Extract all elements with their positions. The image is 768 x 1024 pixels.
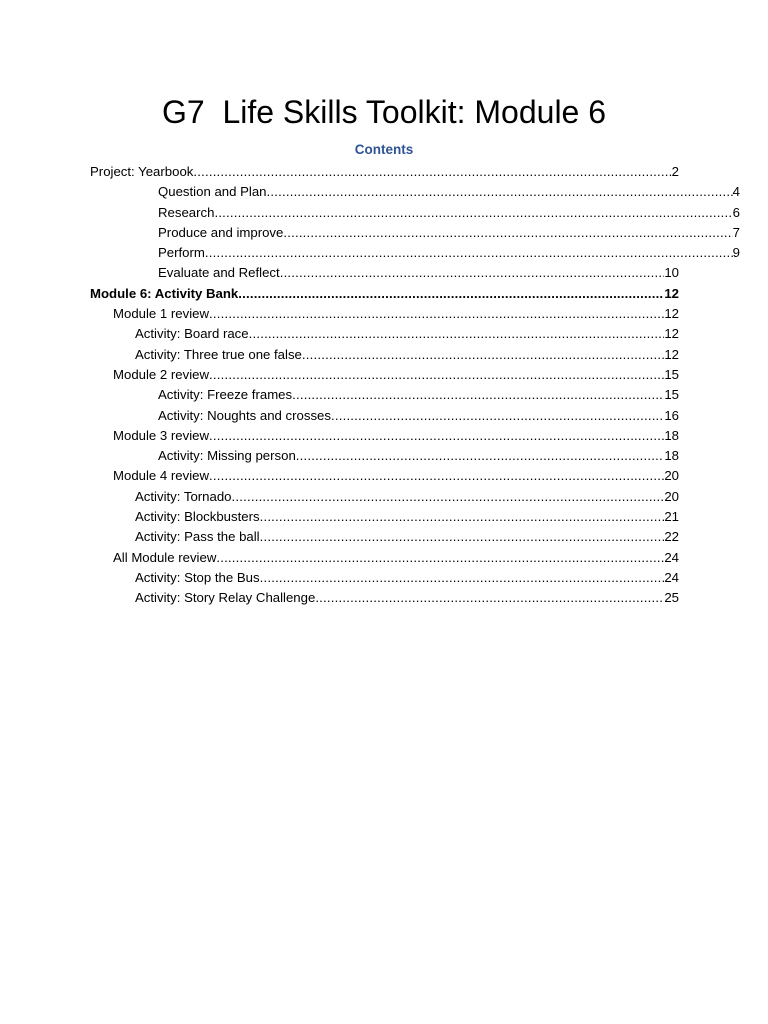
- toc-page-number: 25: [664, 590, 679, 606]
- toc-entry-perform[interactable]: [90, 243, 740, 263]
- toc-entry-label: Activity: Stop the Bus: [135, 569, 260, 585]
- toc-page-number: 20: [664, 488, 679, 504]
- toc-entry-all-module-review[interactable]: [90, 548, 679, 568]
- toc-entry-evaluate-and-reflect[interactable]: [90, 263, 679, 283]
- toc-entry-label: Research: [158, 204, 215, 220]
- table-of-contents: [90, 162, 740, 609]
- toc-entry-label: Activity: Pass the ball: [135, 529, 260, 545]
- toc-dot-leader: [209, 426, 664, 446]
- toc-entry-pass-the-ball[interactable]: [90, 527, 679, 547]
- toc-page-number: 6: [732, 204, 740, 220]
- toc-page-number: 18: [664, 448, 679, 464]
- toc-entry-label: Module 2 review: [113, 366, 210, 382]
- toc-entry-label: Project: Yearbook: [90, 164, 194, 179]
- toc-page-number: 21: [664, 509, 679, 525]
- toc-page-number: 12: [664, 346, 679, 362]
- toc-entry-three-true-one-false[interactable]: [90, 345, 679, 365]
- toc-entry-question-and-plan[interactable]: [90, 182, 740, 202]
- toc-page-number: 18: [664, 427, 679, 443]
- toc-entry-label: Module 1 review: [113, 306, 210, 322]
- toc-dot-leader: [205, 243, 733, 263]
- toc-page-number: 24: [664, 549, 679, 565]
- toc-dot-leader: [292, 385, 664, 405]
- toc-entry-blockbusters[interactable]: [90, 507, 679, 527]
- toc-dot-leader: [283, 223, 732, 243]
- toc-page-number: 10: [664, 265, 679, 281]
- toc-dot-leader: [193, 162, 671, 182]
- toc-entry-produce-and-improve[interactable]: [90, 223, 740, 243]
- toc-dot-leader: [260, 527, 665, 547]
- toc-dot-leader: [280, 263, 665, 283]
- toc-entry-label: Produce and improve: [158, 224, 284, 240]
- toc-entry-label: Activity: Noughts and crosses: [158, 407, 331, 423]
- toc-entry-label: Activity: Story Relay Challenge: [135, 590, 316, 606]
- toc-entry-research[interactable]: [90, 203, 740, 223]
- toc-entry-freeze-frames[interactable]: [90, 385, 679, 405]
- toc-dot-leader: [260, 568, 665, 588]
- toc-entry-module-2-review[interactable]: [90, 365, 679, 385]
- toc-entry-label: Activity: Freeze frames: [158, 387, 293, 403]
- toc-entry-label: Question and Plan: [158, 184, 267, 200]
- toc-entry-module-4-review[interactable]: [90, 466, 679, 486]
- toc-entry-label: All Module review: [113, 549, 217, 565]
- toc-dot-leader: [209, 365, 664, 385]
- toc-entry-module-1-review[interactable]: [90, 304, 679, 324]
- toc-page-number: 15: [664, 366, 679, 382]
- toc-dot-leader: [331, 406, 664, 426]
- toc-page-number: 20: [664, 468, 679, 484]
- toc-page-number: 15: [664, 387, 679, 403]
- toc-page-number: 7: [732, 224, 740, 240]
- toc-dot-leader: [249, 324, 665, 344]
- toc-dot-leader: [238, 284, 664, 304]
- toc-page-number: 4: [732, 184, 740, 200]
- contents-heading: Contents: [354, 142, 414, 157]
- toc-entry-label: Activity: Three true one false: [135, 346, 302, 362]
- toc-dot-leader: [296, 446, 665, 466]
- toc-entry-label: Activity: Missing person: [158, 448, 296, 464]
- toc-entry-project-yearbook[interactable]: [90, 162, 679, 182]
- toc-entry-label: Activity: Blockbusters: [135, 509, 260, 525]
- toc-dot-leader: [209, 304, 664, 324]
- toc-page-number: 2: [671, 164, 679, 179]
- toc-dot-leader: [216, 548, 664, 568]
- toc-entry-label: Module 4 review: [113, 468, 210, 484]
- toc-entry-label: Perform: [158, 245, 205, 261]
- toc-entry-label: Module 3 review: [113, 427, 210, 443]
- toc-entry-label: Module 6: Activity Bank: [90, 285, 239, 301]
- toc-entry-board-race[interactable]: [90, 324, 679, 344]
- toc-page-number: 9: [732, 245, 740, 261]
- toc-entry-label: Activity: Board race: [135, 326, 249, 342]
- toc-entry-noughts-and-crosses[interactable]: [90, 406, 679, 426]
- toc-entry-activity-bank[interactable]: [90, 284, 679, 304]
- toc-entry-stop-the-bus[interactable]: [90, 568, 679, 588]
- toc-page-number: 12: [664, 306, 679, 322]
- toc-dot-leader: [315, 588, 664, 608]
- toc-dot-leader: [267, 182, 733, 202]
- toc-dot-leader: [232, 487, 665, 507]
- toc-entry-missing-person[interactable]: [90, 446, 679, 466]
- toc-dot-leader: [209, 466, 664, 486]
- toc-page-number: 24: [664, 569, 679, 585]
- toc-dot-leader: [260, 507, 665, 527]
- toc-dot-leader: [214, 203, 732, 223]
- document-title: G7 Life Skills Toolkit: Module 6: [161, 94, 607, 130]
- toc-page-number: 12: [664, 285, 679, 301]
- toc-entry-story-relay-challenge[interactable]: [90, 588, 679, 608]
- toc-page-number: 12: [664, 326, 679, 342]
- toc-entry-label: Activity: Tornado: [135, 488, 232, 504]
- toc-entry-module-3-review[interactable]: [90, 426, 679, 446]
- toc-page-number: 16: [664, 407, 679, 423]
- toc-entry-tornado[interactable]: [90, 487, 679, 507]
- toc-entry-label: Evaluate and Reflect: [158, 265, 280, 281]
- toc-page-number: 22: [664, 529, 679, 545]
- toc-dot-leader: [302, 345, 664, 365]
